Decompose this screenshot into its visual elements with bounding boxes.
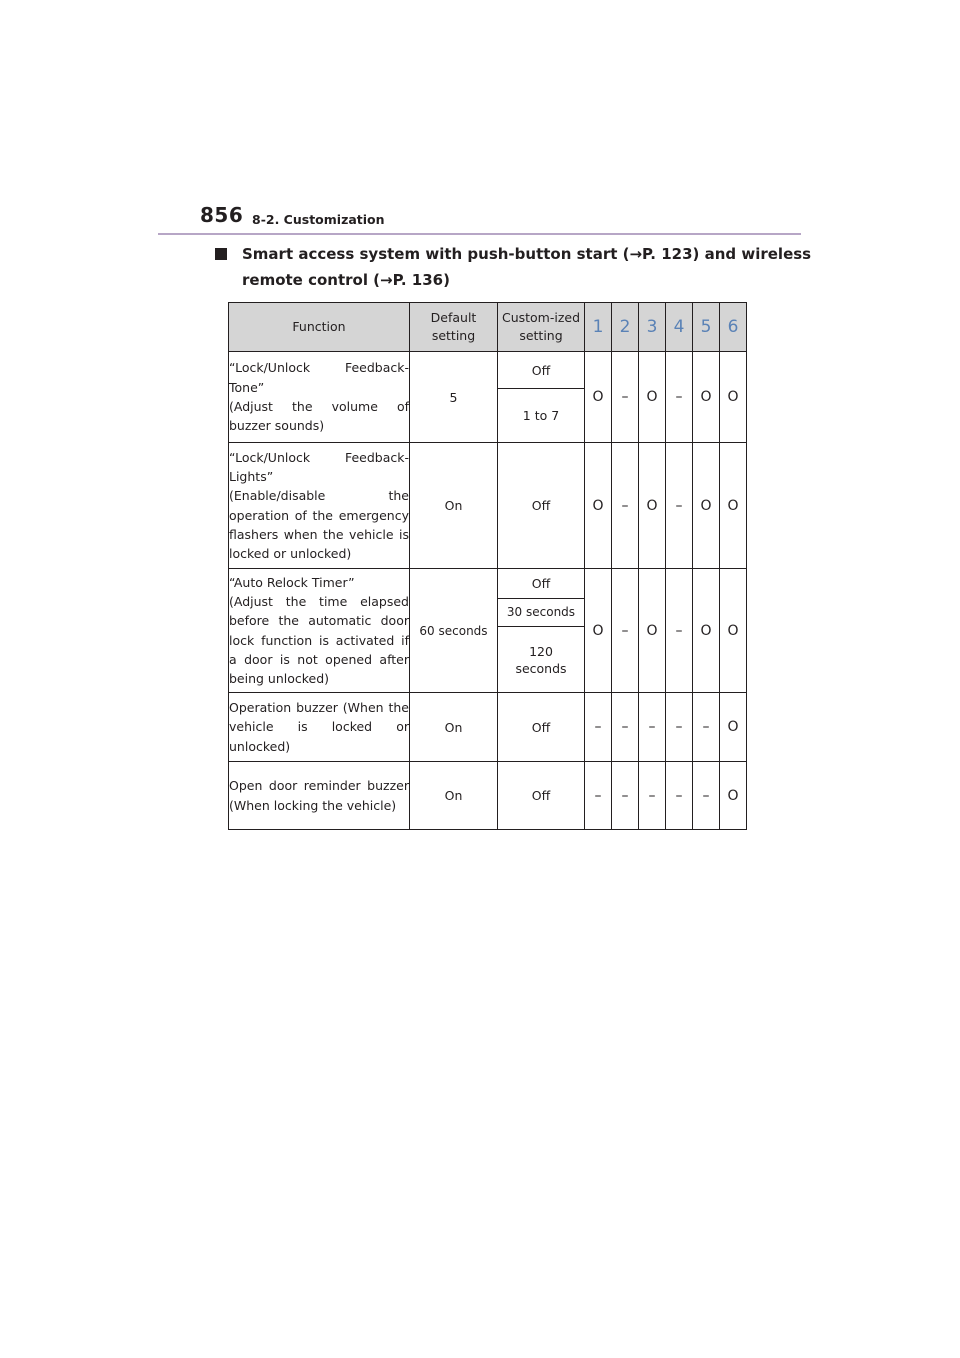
custom-cell: Off	[498, 762, 585, 830]
mark-cell: O	[585, 443, 612, 569]
table-row	[229, 569, 747, 599]
settings-table	[228, 302, 747, 830]
mark-cell: O	[693, 443, 720, 569]
default-cell: 5	[410, 352, 498, 443]
col-1	[585, 303, 612, 352]
mark-cell: O	[639, 443, 666, 569]
mark-cell: –	[612, 693, 639, 762]
header-rule	[158, 233, 801, 235]
function-cell: Operation buzzer (When the vehicle is locked or unlocked)	[229, 693, 410, 762]
default-cell: 60 seconds	[410, 569, 498, 693]
page-number: 856	[200, 203, 244, 227]
mark-cell: –	[666, 569, 693, 693]
col-function: Function	[229, 303, 410, 352]
table-header-row	[229, 303, 747, 352]
col-3	[639, 303, 666, 352]
number-3: 3	[646, 316, 658, 337]
function-cell: Open door reminder buzzer (When locking the vehicle)	[229, 762, 410, 830]
number-4: 4	[673, 316, 685, 337]
mark-cell: –	[666, 762, 693, 830]
mark-cell: –	[612, 762, 639, 830]
mark-cell: O	[720, 693, 747, 762]
default-cell: On	[410, 443, 498, 569]
custom-cell: 30 seconds	[498, 599, 585, 627]
table-row	[229, 352, 747, 389]
custom-cell: Off	[498, 443, 585, 569]
page-header	[200, 203, 800, 235]
heading-line-2: remote control (→P. 136)	[242, 271, 450, 289]
mark-cell: –	[666, 693, 693, 762]
square-bullet-icon	[215, 248, 227, 260]
mark-cell: O	[693, 352, 720, 443]
number-2: 2	[619, 316, 631, 337]
default-cell: On	[410, 693, 498, 762]
number-5: 5	[700, 316, 712, 337]
mark-cell: –	[666, 352, 693, 443]
custom-cell: Off	[498, 569, 585, 599]
mark-cell: O	[639, 352, 666, 443]
mark-cell: –	[639, 693, 666, 762]
mark-cell: O	[639, 569, 666, 693]
mark-cell: –	[612, 569, 639, 693]
number-6: 6	[727, 316, 739, 337]
custom-cell: 1 to 7	[498, 389, 585, 443]
function-cell: “Lock/Unlock Feedback-Tone” (Adjust the volume of buzzer sounds)	[229, 352, 410, 443]
table-row	[229, 443, 747, 569]
custom-cell: Off	[498, 352, 585, 389]
col-4	[666, 303, 693, 352]
col-2	[612, 303, 639, 352]
mark-cell: –	[612, 443, 639, 569]
table-row	[229, 693, 747, 762]
table-row	[229, 762, 747, 830]
mark-cell: –	[693, 762, 720, 830]
mark-cell: –	[693, 693, 720, 762]
col-6	[720, 303, 747, 352]
number-1: 1	[592, 316, 604, 337]
mark-cell: –	[585, 693, 612, 762]
mark-cell: –	[585, 762, 612, 830]
function-cell: “Lock/Unlock Feedback-Lights” (Enable/disable the operation of the emergency flashers when the vehicle is locked or unlocked)	[229, 443, 410, 569]
col-default: Default setting	[410, 303, 498, 352]
mark-cell: O	[720, 762, 747, 830]
col-custom: Custom-ized setting	[498, 303, 585, 352]
section-title: 8-2. Customization	[252, 212, 385, 227]
mark-cell: –	[666, 443, 693, 569]
function-cell: “Auto Relock Timer” (Adjust the time elapsed before the automatic door lock function is activated if a door is not opened after being unlocked)	[229, 569, 410, 693]
mark-cell: O	[720, 569, 747, 693]
custom-cell: 120 seconds	[498, 627, 585, 693]
col-5	[693, 303, 720, 352]
mark-cell: O	[585, 352, 612, 443]
mark-cell: –	[639, 762, 666, 830]
mark-cell: O	[693, 569, 720, 693]
default-cell: On	[410, 762, 498, 830]
custom-cell: Off	[498, 693, 585, 762]
mark-cell: O	[585, 569, 612, 693]
mark-cell: –	[612, 352, 639, 443]
mark-cell: O	[720, 443, 747, 569]
mark-cell: O	[720, 352, 747, 443]
heading-line-1: Smart access system with push-button start (→P. 123) and wireless	[242, 245, 812, 263]
